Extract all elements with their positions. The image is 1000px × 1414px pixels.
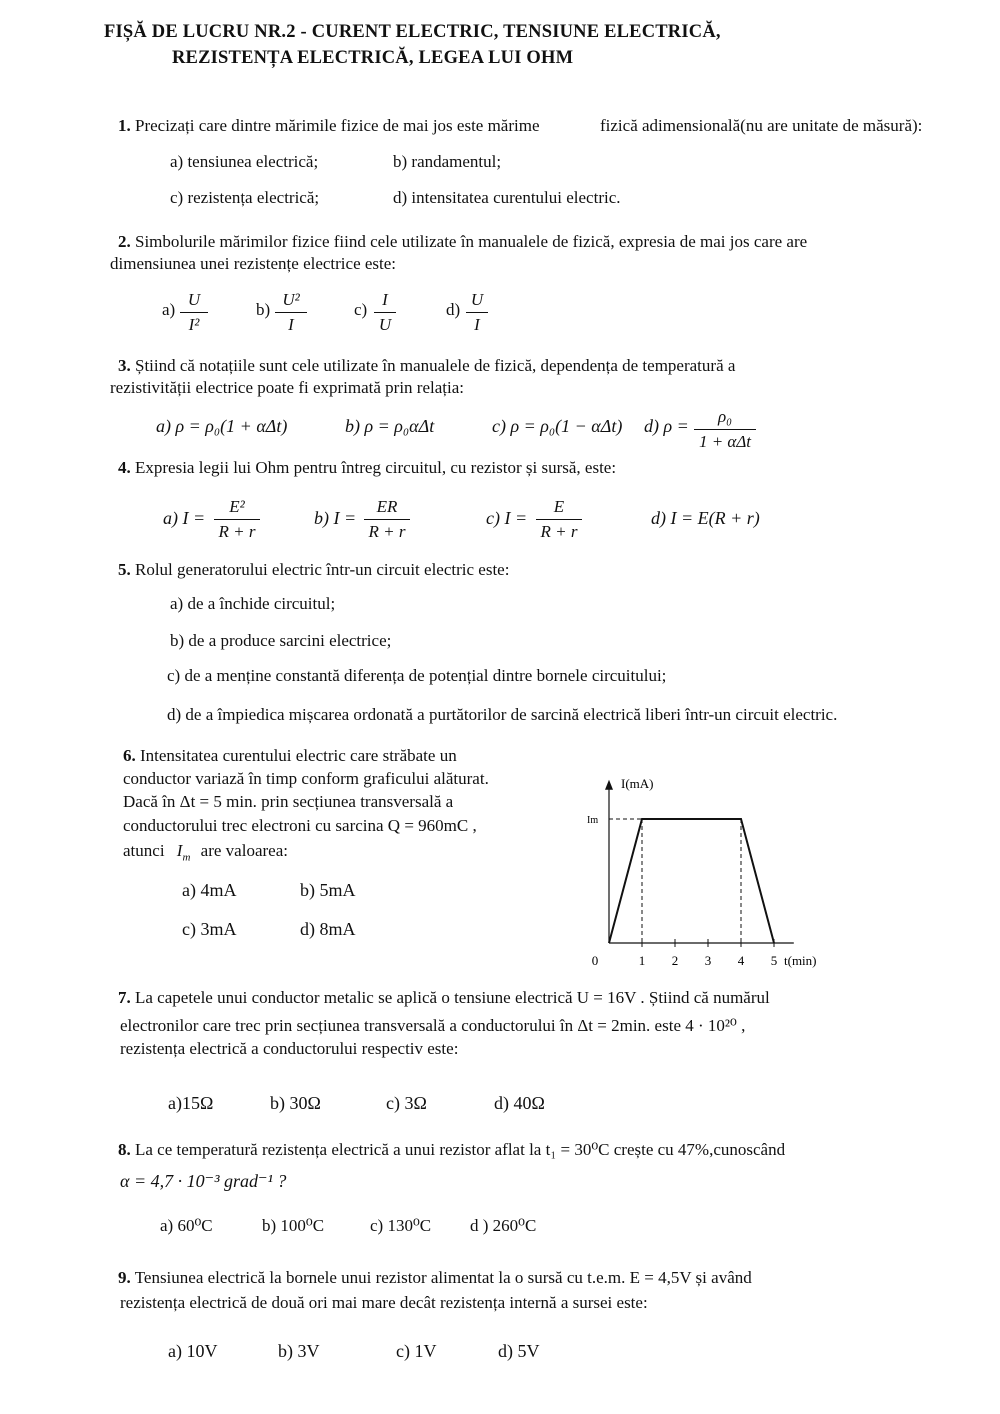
question-5-number: 5. <box>118 560 131 579</box>
question-9-option-d[interactable]: d) 5V <box>498 1341 540 1361</box>
question-7-option-c[interactable]: c) 3Ω <box>386 1093 427 1113</box>
question-7-number: 7. <box>118 988 131 1007</box>
im-label: Im <box>587 815 599 826</box>
x-tick-label-2: 2 <box>671 953 679 968</box>
question-4-line <box>118 458 616 478</box>
question-9-option-c[interactable]: c) 1V <box>396 1341 437 1361</box>
question-5-line <box>118 560 509 580</box>
question-9-text-1: Tensiunea electrică la bornele unui rezistor alimentat la o sursă cu t.e.m. E = 4,5V și având <box>134 1268 752 1287</box>
question-8-text-1: La ce temperatură rezistența electrică a unui rezistor aflat la t₁ = 30⁰C crește cu 47%,cunoscând <box>135 1140 786 1159</box>
question-6-line-5 <box>123 841 288 863</box>
question-6-text-1: Intensitatea curentului electric care străbate un <box>140 746 457 765</box>
question-2-option-b-label[interactable]: b) <box>256 300 271 319</box>
title-line-2: REZISTENȚA ELECTRICĂ, LEGEA LUI OHM <box>172 48 574 68</box>
question-8-line-1 <box>118 1140 785 1160</box>
question-8-option-d[interactable]: d ) 260⁰C <box>470 1216 537 1235</box>
question-6-line-4: conductorului trec electroni cu sarcina Q = 960mC , <box>123 816 477 835</box>
current-series-line <box>609 819 774 943</box>
question-7-text-1: La capetele unui conductor metalic se aplică o tensiune electrică U = 16V . Știind că numărul <box>135 988 770 1007</box>
fraction-denominator: 1 + αΔt <box>698 432 752 451</box>
question-2-option-b-fraction[interactable] <box>275 288 307 337</box>
fraction-denominator: I² <box>188 315 200 334</box>
y-axis-arrow <box>605 780 613 790</box>
fraction-numerator: E <box>553 497 565 516</box>
fraction-denominator: R + r <box>368 522 406 541</box>
question-5-option-c[interactable]: c) de a menține constantă diferența de potențial dintre bornele circuitului; <box>167 666 667 685</box>
fraction-denominator: I <box>288 315 294 334</box>
question-5-option-d[interactable]: d) de a împiedica mișcarea ordonată a purtătorilor de sarcină electrică liberi într-un circuit electric. <box>167 705 838 724</box>
x-axis-label: t(min) <box>784 953 817 968</box>
question-9-line-1 <box>118 1268 752 1288</box>
question-2-option-d-fraction[interactable] <box>466 288 488 337</box>
question-1-option-b[interactable]: b) randamentul; <box>393 152 502 171</box>
current-symbol: I <box>176 841 183 860</box>
fraction-numerator: E² <box>229 497 245 516</box>
fraction-numerator: I <box>382 290 388 309</box>
question-6-line-2: conductor variază în timp conform graficului alăturat. <box>123 769 489 788</box>
question-4-option-a-fraction[interactable] <box>214 495 260 544</box>
question-2-option-c-fraction[interactable] <box>374 288 396 337</box>
question-6-text-5b: are valoarea: <box>200 841 288 860</box>
question-1-option-d[interactable]: d) intensitatea curentului electric. <box>393 188 621 207</box>
question-9-number: 9. <box>118 1268 131 1287</box>
question-9-option-a[interactable]: a) 10V <box>168 1341 218 1361</box>
x-tick-label-4: 4 <box>737 953 745 968</box>
question-8-option-c[interactable]: c) 130⁰C <box>370 1216 432 1235</box>
x-tick-label-5: 5 <box>770 953 778 968</box>
question-3-line-1 <box>118 356 735 376</box>
question-4-number: 4. <box>118 458 131 477</box>
question-3-option-c[interactable]: c) ρ = ρ₀(1 − αΔt) <box>492 416 623 436</box>
question-2-line-1 <box>118 232 807 252</box>
question-6-option-d[interactable]: d) 8mA <box>300 919 356 939</box>
question-9-line-2: rezistența electrică de două ori mai mare decât rezistența internă a sursei este: <box>120 1293 648 1312</box>
question-2-line-2: dimensiunea unei rezistențe electrice este: <box>110 254 397 273</box>
fraction-denominator: I <box>474 315 480 334</box>
question-1-option-a[interactable]: a) tensiunea electrică; <box>170 152 319 171</box>
fraction-numerator: U <box>470 290 484 309</box>
question-6-number: 6. <box>123 746 136 765</box>
question-2-number: 2. <box>118 232 131 251</box>
y-axis-label: I(mA) <box>621 775 654 791</box>
fraction-numerator: U² <box>282 290 300 309</box>
vertical-guides <box>642 819 741 943</box>
question-3-line-2: rezistivității electrice poate fi exprimată prin relația: <box>110 378 464 397</box>
question-6-option-c[interactable]: c) 3mA <box>182 919 237 939</box>
x-tick-label-0: 0 <box>591 953 599 968</box>
question-1-option-c[interactable]: c) rezistența electrică; <box>170 188 320 207</box>
x-tick-label-1: 1 <box>638 953 646 968</box>
question-7-line-2: electronilor care trec prin secțiunea transversală a conductorului în Δt = 2min. este 4 · 10²⁰ , <box>120 1016 746 1035</box>
x-tick-label-3: 3 <box>704 953 712 968</box>
question-5-option-b[interactable]: b) de a produce sarcini electrice; <box>170 631 392 650</box>
question-3-number: 3. <box>118 356 131 375</box>
question-4-option-c-fraction[interactable] <box>536 495 582 544</box>
question-2-text-1: Simbolurile mărimilor fizice fiind cele utilizate în manualele de fizică, expresia de mai jos care are <box>135 232 808 251</box>
question-5-option-a[interactable]: a) de a închide circuitul; <box>170 594 336 613</box>
question-1-text-a: Precizați care dintre mărimile fizice de mai jos este mărime <box>135 116 540 135</box>
question-8-line-2: α = 4,7 · 10⁻³ grad⁻¹ ? <box>120 1171 287 1191</box>
question-7-line-3: rezistența electrică a conductorului respectiv este: <box>120 1039 459 1058</box>
question-6-line-3: Dacă în Δt = 5 min. prin secțiunea transversală a <box>123 792 454 811</box>
question-6-text-5a: atunci <box>123 841 165 860</box>
current-time-chart <box>575 755 835 975</box>
question-6-option-b[interactable]: b) 5mA <box>300 880 356 900</box>
question-5-text: Rolul generatorului electric într-un circuit electric este: <box>135 560 510 579</box>
question-2-option-d-label[interactable]: d) <box>446 300 461 319</box>
fraction-denominator: R + r <box>540 522 578 541</box>
title-line-1: FIȘĂ DE LUCRU NR.2 - CURENT ELECTRIC, TENSIUNE ELECTRICĂ, <box>104 22 721 42</box>
question-2-option-a-label[interactable]: a) <box>162 300 176 319</box>
question-7-option-a[interactable]: a)15Ω <box>168 1093 214 1113</box>
fraction-denominator: U <box>378 315 392 334</box>
question-4-text: Expresia legii lui Ohm pentru întreg circuitul, cu rezistor și sursă, este: <box>135 458 617 477</box>
question-4-option-b-fraction[interactable] <box>364 495 410 544</box>
fraction-numerator: ER <box>376 497 398 516</box>
fraction-numerator: ρ₀ <box>717 407 733 426</box>
question-1-number: 1. <box>118 116 131 135</box>
question-7-option-d[interactable]: d) 40Ω <box>494 1093 545 1113</box>
fraction-denominator: R + r <box>218 522 256 541</box>
question-3-option-b[interactable]: b) ρ = ρ₀αΔt <box>345 416 435 436</box>
question-3-text-1: Știind că notațiile sunt cele utilizate în manualele de fizică, dependența de temperatură a <box>135 356 736 375</box>
question-8-option-b[interactable]: b) 100⁰C <box>262 1216 325 1235</box>
question-1 <box>118 116 540 136</box>
question-9-option-b[interactable]: b) 3V <box>278 1341 320 1361</box>
question-3-option-d-label[interactable]: d) ρ = <box>644 416 689 436</box>
question-2-option-c-label[interactable]: c) <box>354 300 368 319</box>
question-6-option-a[interactable]: a) 4mA <box>182 880 237 900</box>
question-4-option-b-label[interactable]: b) I = <box>314 508 357 528</box>
question-3-option-a[interactable]: a) ρ = ρ₀(1 + αΔt) <box>156 416 288 436</box>
fraction-numerator: U <box>187 290 201 309</box>
current-subscript: m <box>182 851 191 864</box>
question-4-option-d[interactable]: d) I = E(R + r) <box>651 508 760 528</box>
question-4-option-c-label[interactable]: c) I = <box>486 508 528 528</box>
question-4-option-a-label[interactable]: a) I = <box>163 508 206 528</box>
question-6-line-1 <box>123 746 457 766</box>
question-1-text-b: fizică adimensională(nu are unitate de măsură): <box>600 116 923 135</box>
question-3-option-d-fraction[interactable] <box>694 405 756 454</box>
question-7-option-b[interactable]: b) 30Ω <box>270 1093 321 1113</box>
question-8-number: 8. <box>118 1140 131 1159</box>
question-7-line-1 <box>118 988 770 1008</box>
question-2-option-a-fraction[interactable] <box>180 288 208 337</box>
question-8-option-a[interactable]: a) 60⁰C <box>160 1216 213 1235</box>
